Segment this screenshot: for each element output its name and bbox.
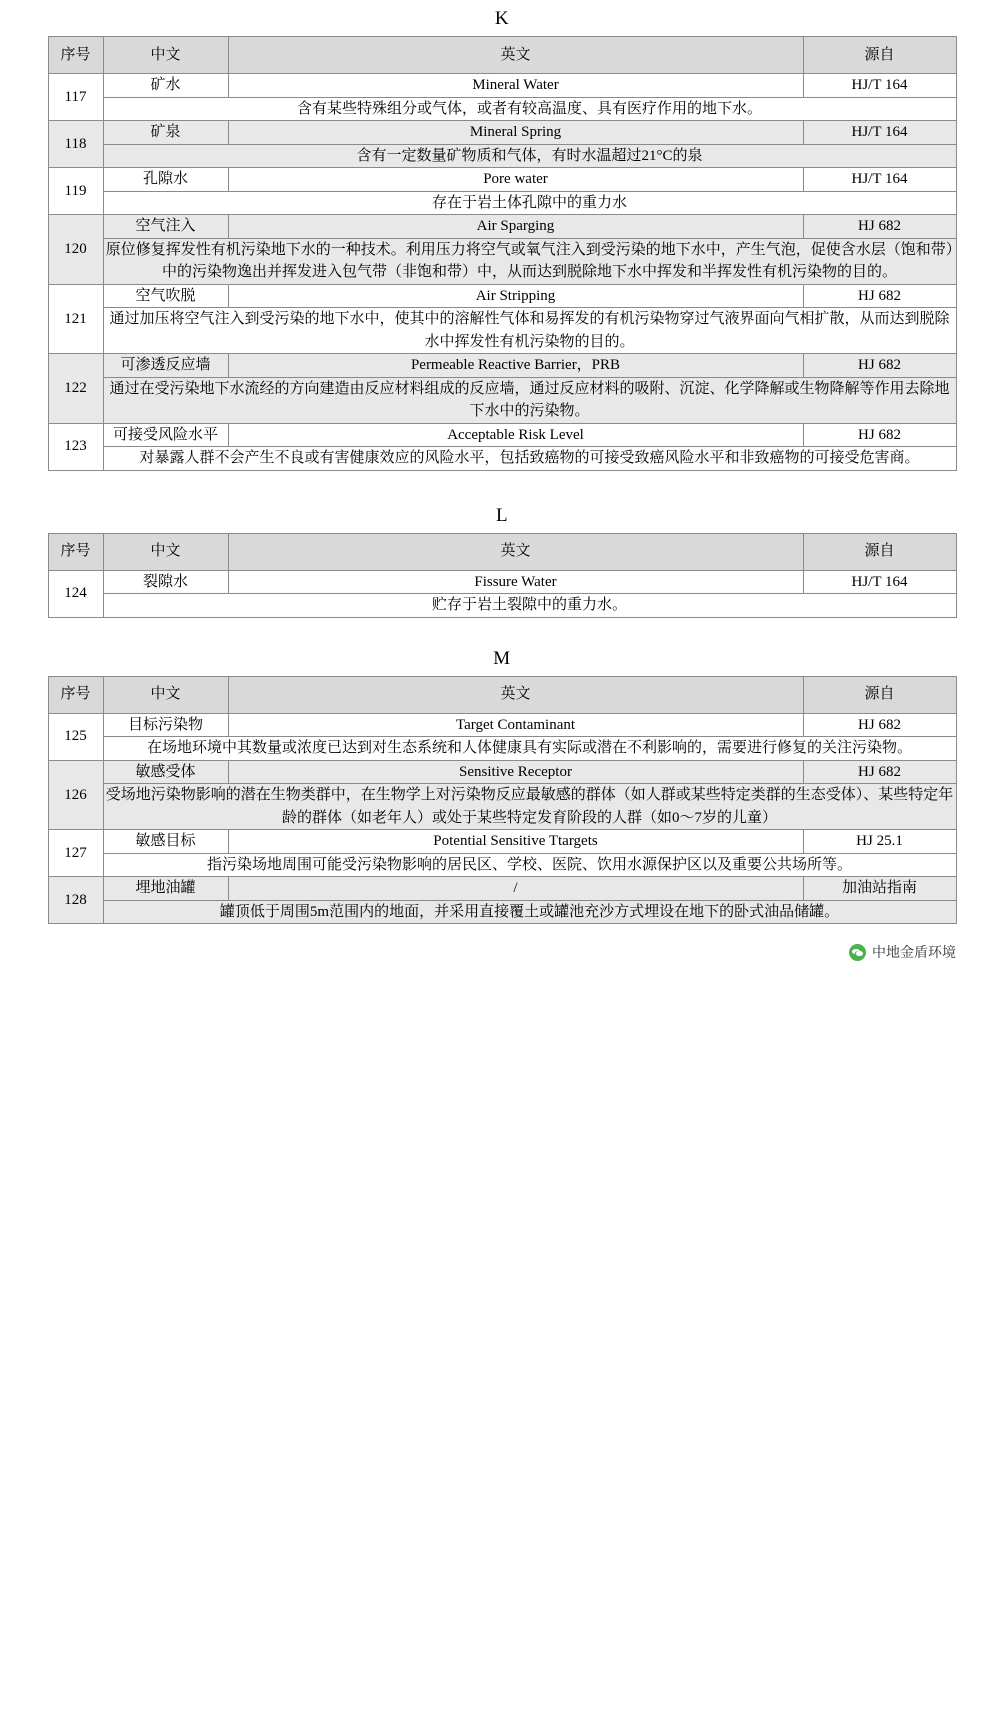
entry-source: HJ 682 [803,284,956,308]
entry-chinese: 空气吹脱 [103,284,228,308]
section-spacer [0,471,1004,501]
column-header-num: 序号 [48,676,103,713]
entry-chinese: 埋地油罐 [103,877,228,901]
wechat-icon [849,944,866,961]
entry-number: 119 [48,168,103,215]
glossary-table-K [48,36,957,471]
entry-description: 存在于岩土体孔隙中的重力水 [103,191,956,215]
footer-watermark [48,942,956,972]
entry-number: 122 [48,354,103,424]
table-row [48,877,956,901]
entry-number: 127 [48,830,103,877]
table-row-description [48,737,956,761]
entry-source: HJ 682 [803,354,956,378]
entry-number: 118 [48,121,103,168]
table-row-description [48,144,956,168]
section-letter: K [494,8,510,29]
table-row [48,713,956,737]
entry-description: 指污染场地周围可能受污染物影响的居民区、学校、医院、饮用水源保护区以及重要公共场所等。 [103,853,956,877]
table-row [48,830,956,854]
entry-description: 通过在受污染地下水流经的方向建造由反应材料组成的反应墙，通过反应材料的吸附、沉淀、化学降解或生物降解等作用去除地下水中的污染物。 [103,377,956,423]
entry-english: Acceptable Risk Level [228,423,803,447]
entry-english: Target Contaminant [228,713,803,737]
table-row [48,74,956,98]
entry-source: HJ 682 [803,423,956,447]
entry-chinese: 裂隙水 [103,570,228,594]
column-header-cn: 中文 [103,37,228,74]
entry-chinese: 矿泉 [103,121,228,145]
wechat-badge [849,942,956,962]
table-row-description [48,97,956,121]
entry-english: Fissure Water [228,570,803,594]
entry-source: HJ/T 164 [803,121,956,145]
table-header-row [48,37,956,74]
entry-chinese: 孔隙水 [103,168,228,192]
section-M [0,644,1004,925]
table-row [48,168,956,192]
entry-description: 通过加压将空气注入到受污染的地下水中，使其中的溶解性气体和易挥发的有机污染物穿过气液界面向气相扩散，从而达到脱除水中挥发性有机污染物的目的。 [103,308,956,354]
entry-number: 124 [48,570,103,617]
entry-english: Pore water [228,168,803,192]
entry-number: 125 [48,713,103,760]
column-header-cn: 中文 [103,676,228,713]
table-row [48,570,956,594]
table-row [48,284,956,308]
entry-english: Permeable Reactive Barrier，PRB [228,354,803,378]
entry-english: Sensitive Receptor [228,760,803,784]
entry-chinese: 目标污染物 [103,713,228,737]
entry-source: HJ 682 [803,713,956,737]
entry-chinese: 敏感受体 [103,760,228,784]
entry-source: HJ 25.1 [803,830,956,854]
wechat-badge-label: 中地金盾环境 [872,946,956,961]
entry-source: HJ/T 164 [803,168,956,192]
entry-number: 128 [48,877,103,924]
entry-description: 含有一定数量矿物质和气体，有时水温超过21°C的泉 [103,144,956,168]
entry-description: 对暴露人群不会产生不良或有害健康效应的风险水平，包括致癌物的可接受致癌风险水平和非致癌物的可接受危害商。 [103,447,956,471]
entry-source: HJ/T 164 [803,74,956,98]
entry-number: 123 [48,423,103,470]
table-header-row [48,533,956,570]
table-row-description [48,900,956,924]
section-spacer [0,618,1004,644]
entry-chinese: 可接受风险水平 [103,423,228,447]
column-header-src: 源自 [803,676,956,713]
column-header-src: 源自 [803,37,956,74]
entry-chinese: 矿水 [103,74,228,98]
table-row [48,121,956,145]
entry-description: 含有某些特殊组分或气体，或者有较高温度、具有医疗作用的地下水。 [103,97,956,121]
entry-description: 罐顶低于周围5m范围内的地面，并采用直接覆土或罐池充沙方式埋设在地下的卧式油品储罐。 [103,900,956,924]
table-row-description [48,191,956,215]
entry-number: 117 [48,74,103,121]
entry-source: 加油站指南 [803,877,956,901]
section-K [0,4,1004,471]
entry-english: Potential Sensitive Ttargets [228,830,803,854]
table-row-description [48,377,956,423]
entry-english: / [228,877,803,901]
table-row [48,423,956,447]
entry-chinese: 可渗透反应墙 [103,354,228,378]
column-header-num: 序号 [48,37,103,74]
glossary-table-M [48,676,957,925]
entry-chinese: 空气注入 [103,215,228,239]
entry-source: HJ 682 [803,215,956,239]
entry-chinese: 敏感目标 [103,830,228,854]
table-row-description [48,447,956,471]
entry-description: 贮存于岩土裂隙中的重力水。 [103,594,956,618]
column-header-en: 英文 [228,533,803,570]
entry-number: 121 [48,284,103,354]
table-row-description [48,594,956,618]
table-header-row [48,676,956,713]
table-row-description [48,784,956,830]
column-header-cn: 中文 [103,533,228,570]
glossary-table-L [48,533,957,618]
section-L [0,501,1004,618]
entry-source: HJ 682 [803,760,956,784]
column-header-en: 英文 [228,37,803,74]
entry-english: Air Sparging [228,215,803,239]
entry-english: Air Stripping [228,284,803,308]
entry-number: 126 [48,760,103,830]
table-row [48,760,956,784]
entry-number: 120 [48,215,103,285]
entry-description: 原位修复挥发性有机污染地下水的一种技术。利用压力将空气或氧气注入到受污染的地下水中，产生气泡，促使含水层（饱和带）中的污染物逸出并挥发进入包气带（非饱和带）中，从而达到脱除地下水中挥发和半挥发性有机污染物的目的。 [103,238,956,284]
entry-description: 在场地环境中其数量或浓度已达到对生态系统和人体健康具有实际或潜在不利影响的，需要进行修复的关注污染物。 [103,737,956,761]
column-header-src: 源自 [803,533,956,570]
table-row-description [48,853,956,877]
table-row [48,215,956,239]
table-row-description [48,308,956,354]
entry-english: Mineral Water [228,74,803,98]
entry-english: Mineral Spring [228,121,803,145]
entry-description: 受场地污染物影响的潜在生物类群中，在生物学上对污染物反应最敏感的群体（如人群或某些特定类群的生态受体）、某些特定年龄的群体（如老年人）或处于某些特定发育阶段的人群（如0～7岁的儿童） [103,784,956,830]
table-row [48,354,956,378]
column-header-num: 序号 [48,533,103,570]
entry-source: HJ/T 164 [803,570,956,594]
section-letter: L [495,504,509,526]
column-header-en: 英文 [228,676,803,713]
table-row-description [48,238,956,284]
section-letter: M [493,647,511,669]
